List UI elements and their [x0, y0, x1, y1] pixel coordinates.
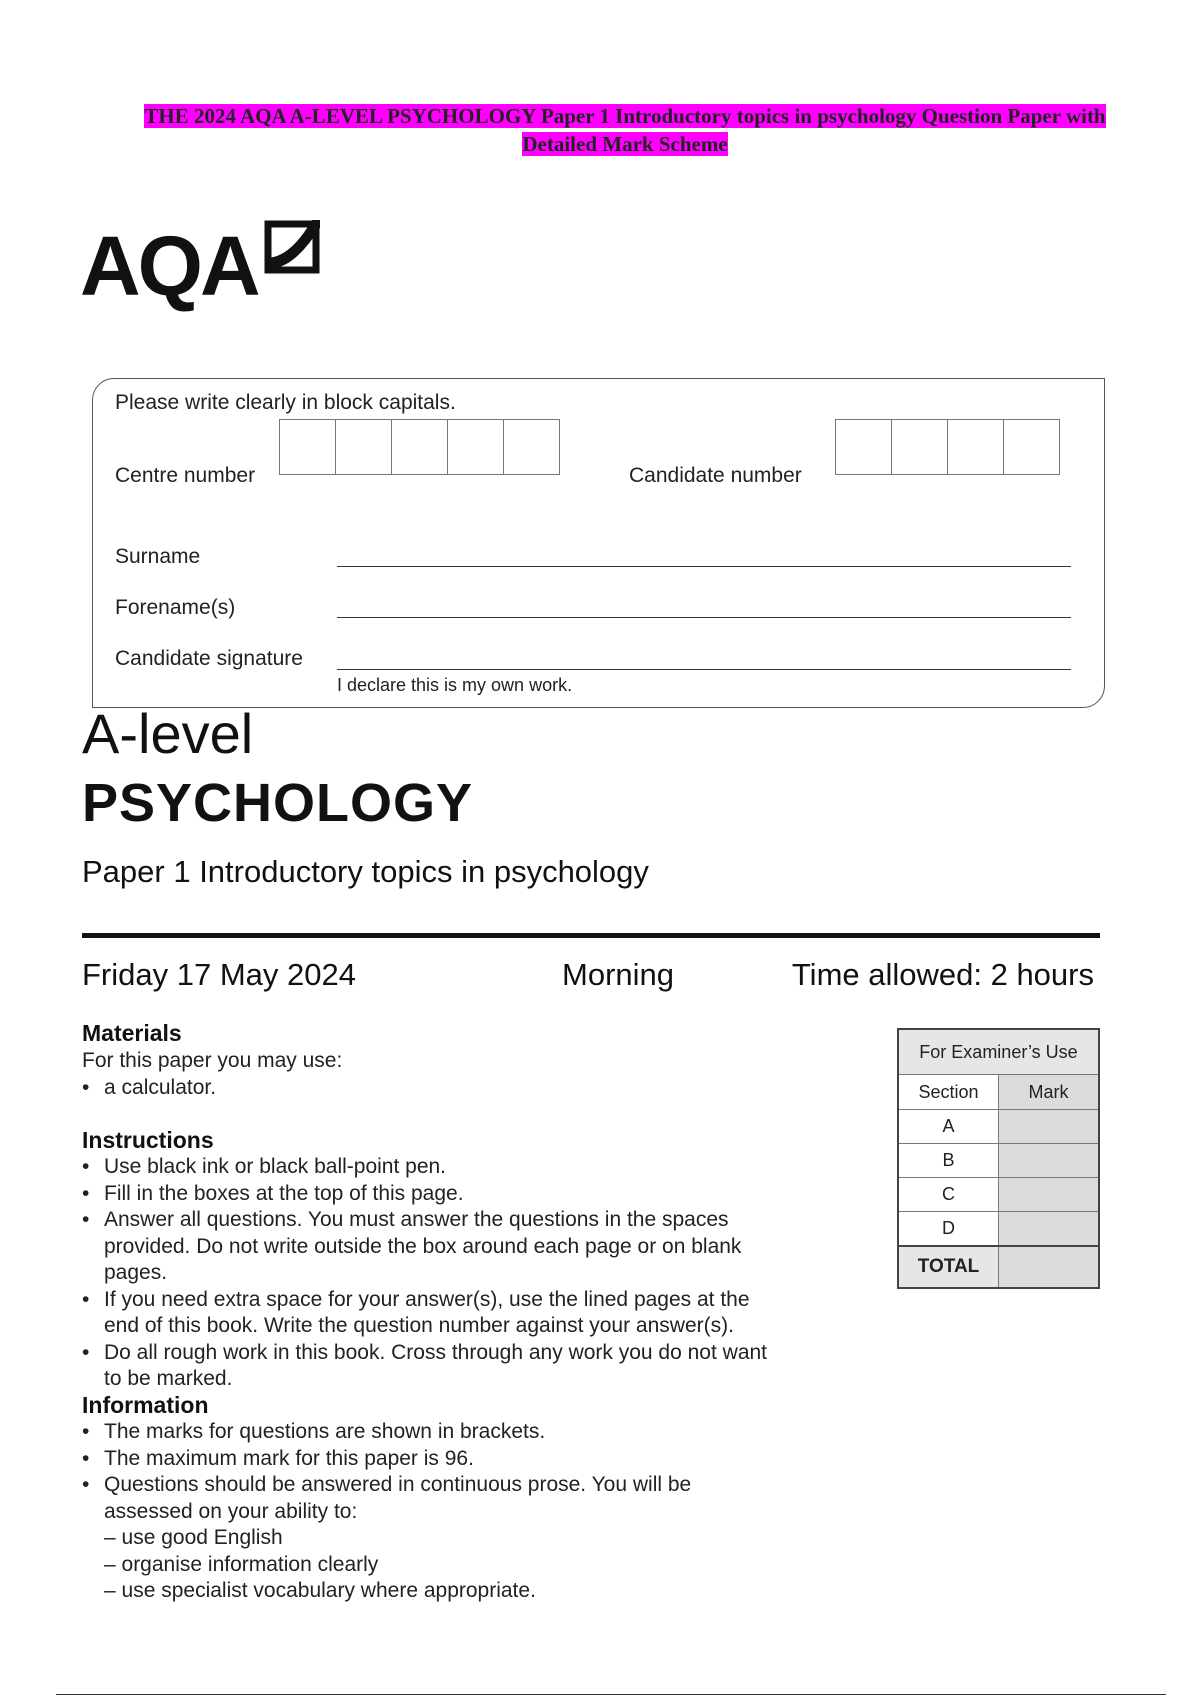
- surname-label: Surname: [115, 545, 201, 568]
- list-item: [82, 1472, 722, 1605]
- instructions-heading: Instructions: [82, 1127, 214, 1153]
- candidate-details-box: [92, 378, 1105, 708]
- header-divider: [82, 933, 1100, 938]
- mark-cell: [999, 1212, 1100, 1247]
- logo-text: AQA: [80, 219, 258, 313]
- candidate-digit-box[interactable]: [947, 419, 1004, 475]
- subject-title: PSYCHOLOGY: [82, 773, 474, 833]
- forename-line[interactable]: [337, 617, 1071, 618]
- materials-list: [82, 1075, 882, 1102]
- surname-line[interactable]: [337, 566, 1071, 567]
- aqa-logo: [80, 219, 320, 313]
- block-capitals-instruction: Please write clearly in block capitals.: [115, 391, 456, 414]
- mark-cell: [999, 1178, 1100, 1212]
- candidate-number-boxes[interactable]: [835, 419, 1059, 475]
- exam-session: Morning: [562, 957, 674, 992]
- list-item: • Fill in the boxes at the top of this page.: [82, 1181, 872, 1208]
- centre-digit-box[interactable]: [447, 419, 504, 475]
- forename-label: Forename(s): [115, 596, 236, 619]
- aqa-tick-icon: [264, 218, 320, 276]
- mark-cell: [999, 1110, 1100, 1144]
- qualification-level: A-level: [82, 702, 254, 765]
- signature-line[interactable]: [337, 669, 1071, 670]
- information-list: [82, 1419, 722, 1605]
- candidate-digit-box[interactable]: [891, 419, 948, 475]
- page-bottom-rule: [56, 1694, 1166, 1695]
- list-item-text: Questions should be answered in continuous prose. You will be assessed on your ability to:: [104, 1473, 692, 1523]
- candidate-digit-box[interactable]: [835, 419, 892, 475]
- candidate-number-label: Candidate number: [629, 464, 802, 487]
- total-label: TOTAL: [898, 1246, 999, 1288]
- banner-line-1: THE 2024 AQA A-LEVEL PSYCHOLOGY Paper 1 Introductory topics in psychology Question Paper with: [144, 104, 1106, 128]
- section-cell: C: [898, 1178, 999, 1212]
- list-item: • Answer all questions. You must answer the questions in the spaces provided. Do not write outside the box around each page or on blank pages.: [82, 1207, 784, 1287]
- list-item: • Use black ink or black ball-point pen.: [82, 1154, 872, 1181]
- sub-item: – organise information clearly: [104, 1552, 379, 1576]
- sub-item: – use good English: [104, 1526, 283, 1549]
- centre-digit-box[interactable]: [335, 419, 392, 475]
- list-item: • Do all rough work in this book. Cross through any work you do not want to be marked.: [82, 1340, 784, 1393]
- centre-digit-box[interactable]: [503, 419, 560, 475]
- examiner-use-table: [897, 1028, 1100, 1289]
- materials-intro: For this paper you may use:: [82, 1049, 343, 1072]
- section-cell: A: [898, 1110, 999, 1144]
- mark-column-header: Mark: [999, 1075, 1100, 1110]
- sub-item: – use specialist vocabulary where appropriate.: [104, 1579, 536, 1602]
- centre-number-label: Centre number: [115, 464, 256, 487]
- document-title-banner: [66, 102, 1184, 158]
- declaration-text: I declare this is my own work.: [337, 675, 573, 695]
- information-heading: Information: [82, 1392, 209, 1418]
- time-allowed: Time allowed: 2 hours: [791, 957, 1094, 992]
- examiner-table-title: For Examiner’s Use: [898, 1029, 1099, 1075]
- signature-label: Candidate signature: [115, 647, 303, 670]
- list-item: • The marks for questions are shown in brackets.: [82, 1419, 722, 1446]
- total-mark-cell: [999, 1246, 1100, 1288]
- mark-cell: [999, 1144, 1100, 1178]
- list-item: • a calculator.: [82, 1075, 882, 1102]
- instructions-list: [82, 1154, 872, 1393]
- exam-date: Friday 17 May 2024: [82, 957, 356, 992]
- paper-title: Paper 1 Introductory topics in psychology: [82, 854, 649, 889]
- centre-number-boxes[interactable]: [279, 419, 559, 475]
- centre-digit-box[interactable]: [279, 419, 336, 475]
- centre-digit-box[interactable]: [391, 419, 448, 475]
- section-cell: D: [898, 1212, 999, 1247]
- candidate-digit-box[interactable]: [1003, 419, 1060, 475]
- section-column-header: Section: [898, 1075, 999, 1110]
- list-item: • If you need extra space for your answer(s), use the lined pages at the end of this book. Write the question number against your answer(s).: [82, 1287, 784, 1340]
- banner-line-2: Detailed Mark Scheme: [522, 132, 728, 156]
- list-item: • The maximum mark for this paper is 96.: [82, 1446, 722, 1473]
- section-cell: B: [898, 1144, 999, 1178]
- materials-heading: Materials: [82, 1020, 182, 1046]
